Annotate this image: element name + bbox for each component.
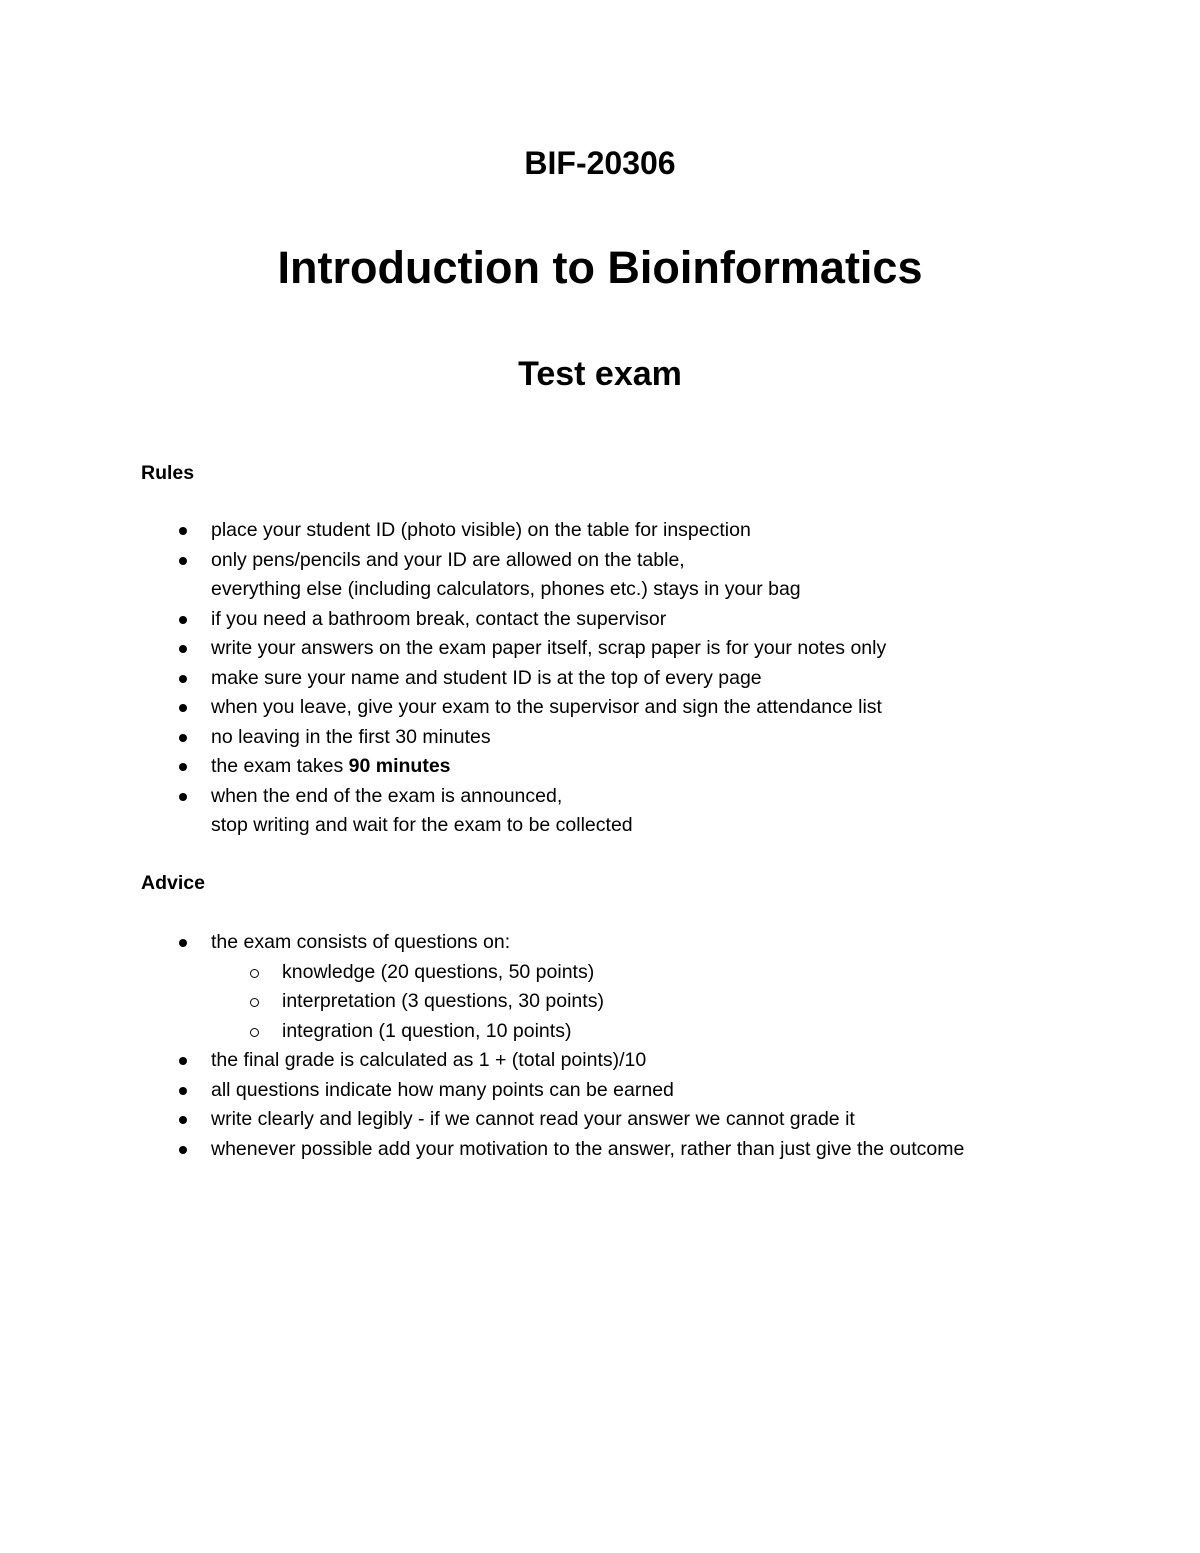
course-title: Introduction to Bioinformatics bbox=[277, 242, 923, 293]
rules-item bbox=[0, 634, 1100, 664]
rules-item bbox=[0, 693, 1100, 723]
rules-item-text: when you leave, give your exam to the supervisor and sign the attendance list bbox=[211, 696, 882, 718]
rules-item-text: place your student ID (photo visible) on the table for inspection bbox=[211, 519, 751, 541]
hollow-bullet-icon bbox=[250, 969, 259, 978]
rules-item-text: no leaving in the first 30 minutes bbox=[211, 725, 491, 748]
rules-item-text: write your answers on the exam paper itself, scrap paper is for your notes only bbox=[211, 637, 887, 659]
advice-item bbox=[0, 928, 1100, 958]
advice-subitem-text: interpretation (3 questions, 30 points) bbox=[282, 990, 604, 1012]
advice-subitem bbox=[0, 958, 1100, 988]
bullet-icon bbox=[179, 704, 187, 712]
advice-subitem bbox=[0, 987, 1100, 1017]
bullet-icon bbox=[179, 793, 187, 801]
bullet-icon bbox=[179, 763, 187, 771]
advice-item bbox=[0, 1046, 1100, 1076]
hollow-bullet-icon bbox=[250, 998, 259, 1007]
course-code: BIF-20306 bbox=[524, 145, 676, 181]
advice-item bbox=[0, 1135, 1100, 1165]
bullet-icon bbox=[179, 1116, 187, 1124]
bullet-icon bbox=[179, 527, 187, 535]
rules-item-continuation: everything else (including calculators, phones etc.) stays in your bag bbox=[211, 578, 801, 600]
rules-item bbox=[0, 752, 1100, 782]
bullet-icon bbox=[179, 645, 187, 653]
rules-item-text: make sure your name and student ID is at the top of every page bbox=[211, 666, 762, 689]
rules-list bbox=[0, 516, 1100, 841]
rules-heading: Rules bbox=[141, 462, 195, 484]
advice-item-text: whenever possible add your motivation to the answer, rather than just give the outcome bbox=[211, 1137, 965, 1160]
bullet-icon bbox=[179, 939, 187, 947]
rules-item bbox=[0, 546, 1100, 605]
advice-item-text: the final grade is calculated as 1 + (total points)/10 bbox=[211, 1049, 647, 1071]
rules-item-text: if you need a bathroom break, contact the supervisor bbox=[211, 607, 667, 630]
bullet-icon bbox=[179, 1057, 187, 1065]
advice-subitem bbox=[0, 1017, 1100, 1047]
bullet-icon bbox=[179, 675, 187, 683]
rules-item bbox=[0, 605, 1100, 635]
rules-item bbox=[0, 723, 1100, 753]
rules-item-text: only pens/pencils and your ID are allowed on the table, bbox=[211, 548, 685, 571]
advice-item-text: all questions indicate how many points can be earned bbox=[211, 1078, 674, 1101]
advice-item-text: write clearly and legibly - if we cannot read your answer we cannot grade it bbox=[211, 1108, 855, 1130]
exam-duration: 90 minutes bbox=[348, 755, 451, 777]
advice-item bbox=[0, 1105, 1100, 1135]
advice-item bbox=[0, 1076, 1100, 1106]
document-subtitle: Test exam bbox=[518, 355, 682, 393]
rules-item-text: when the end of the exam is announced, bbox=[211, 784, 563, 807]
bullet-icon bbox=[179, 734, 187, 742]
advice-heading: Advice bbox=[141, 872, 205, 894]
advice-item-text: the exam consists of questions on: bbox=[211, 931, 511, 953]
rules-item-continuation: stop writing and wait for the exam to be collected bbox=[211, 814, 633, 836]
advice-subitem-text: integration (1 question, 10 points) bbox=[282, 1019, 572, 1042]
advice-subitem-text: knowledge (20 questions, 50 points) bbox=[282, 960, 595, 983]
bullet-icon bbox=[179, 1087, 187, 1095]
bullet-icon bbox=[179, 616, 187, 624]
rules-item bbox=[0, 516, 1100, 546]
rules-item-text: the exam takes bbox=[211, 755, 349, 777]
rules-item bbox=[0, 782, 1100, 841]
rules-item bbox=[0, 664, 1100, 694]
hollow-bullet-icon bbox=[250, 1028, 259, 1037]
advice-list bbox=[0, 928, 1100, 1164]
bullet-icon bbox=[179, 557, 187, 565]
bullet-icon bbox=[179, 1146, 187, 1154]
